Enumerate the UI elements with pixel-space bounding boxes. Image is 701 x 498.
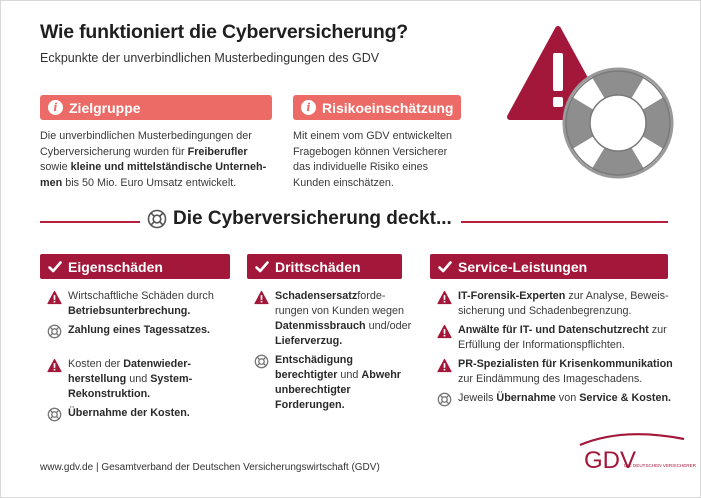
warning-icon [437, 324, 452, 339]
footer-text: www.gdv.de | Gesamtverband der Deutschen Versicherungswirtschaft (GDV) [40, 462, 380, 473]
info-icon: i [301, 100, 316, 115]
section-heading [147, 208, 452, 230]
banner-eigenschaeden [40, 254, 230, 279]
zielgruppe-text: Die unverbindlichen Musterbedingungen der Cyberversicherung wurden für Freiberufler sowie kleine und mittelständische Unterneh-men bis 50 Mio. Euro Umsatz entwickelt. [40, 130, 267, 189]
logo-wordmark: GDV [584, 447, 637, 474]
list-item: Wirtschaftliche Schäden durch Betriebsunterbrechung. [47, 289, 232, 319]
lifebuoy-icon [437, 392, 452, 407]
pill-zielgruppe [40, 95, 272, 120]
list-item: Entschädigung berechtigter und Abwehr unberechtigter Forderungen. [254, 353, 412, 413]
banner-label: Drittschäden [275, 258, 361, 275]
pill-risikoeinschaetzung [293, 95, 461, 120]
list-item: IT-Forensik-Experten zur Analyse, Beweis-sicherung und Schadenbegrenzung. [437, 289, 677, 319]
list-item: Kosten der Datenwieder-herstellung und System-Rekonstruktion. [47, 357, 232, 402]
banner-label: Eigenschäden [68, 258, 163, 275]
lifebuoy-icon [147, 209, 167, 229]
pill-label: Risikoeinschätzung [322, 99, 454, 116]
list-item: Übernahme der Kosten. [47, 406, 232, 422]
warning-icon [47, 358, 62, 373]
warning-lifebuoy-illustration [506, 23, 686, 183]
pill-label: Zielgruppe [69, 99, 141, 116]
list-item: Schadensersatzforde-rungen von Kunden wegen Datenmissbrauch und/oder Lieferverzug. [254, 289, 412, 349]
list-item: Zahlung eines Tagessatzes. [47, 323, 232, 339]
page-title: Wie funktioniert die Cyberversicherung? [40, 21, 409, 43]
checkmark-icon [438, 260, 452, 274]
checkmark-icon [255, 260, 269, 274]
lifebuoy-icon [564, 69, 672, 177]
risikoeinschaetzung-text: Mit einem vom GDV entwickelten Fragebogen können Versicherer das individuelle Risiko eines Kunden einschätzen. [293, 130, 453, 189]
logo-tagline: DIE DEUTSCHEN VERSICHERER [624, 463, 696, 468]
warning-icon [437, 358, 452, 373]
warning-icon [254, 290, 269, 305]
section-heading-text: Die Cyberversicherung deckt... [173, 208, 452, 229]
page-subtitle: Eckpunkte der unverbindlichen Musterbedingungen des GDV [40, 51, 380, 65]
lifebuoy-icon [47, 324, 62, 339]
banner-service-leistungen [430, 254, 668, 279]
list-item: Jeweils Übernahme von Service & Kosten. [437, 391, 677, 407]
banner-label: Service-Leistungen [458, 258, 588, 275]
banner-drittschaeden [247, 254, 402, 279]
divider-right [461, 221, 668, 223]
lifebuoy-icon [47, 407, 62, 422]
lifebuoy-icon [254, 354, 269, 369]
list-item: PR-Spezialisten für Krisenkommunikation zur Eindämmung des Imageschadens. [437, 357, 677, 387]
checkmark-icon [48, 260, 62, 274]
gdv-logo [578, 431, 696, 477]
divider-left [40, 221, 140, 223]
warning-icon [437, 290, 452, 305]
info-icon: i [48, 100, 63, 115]
warning-icon [47, 290, 62, 305]
list-item: Anwälte für IT- und Datenschutzrecht zur Erfüllung der Informationspflichten. [437, 323, 677, 353]
